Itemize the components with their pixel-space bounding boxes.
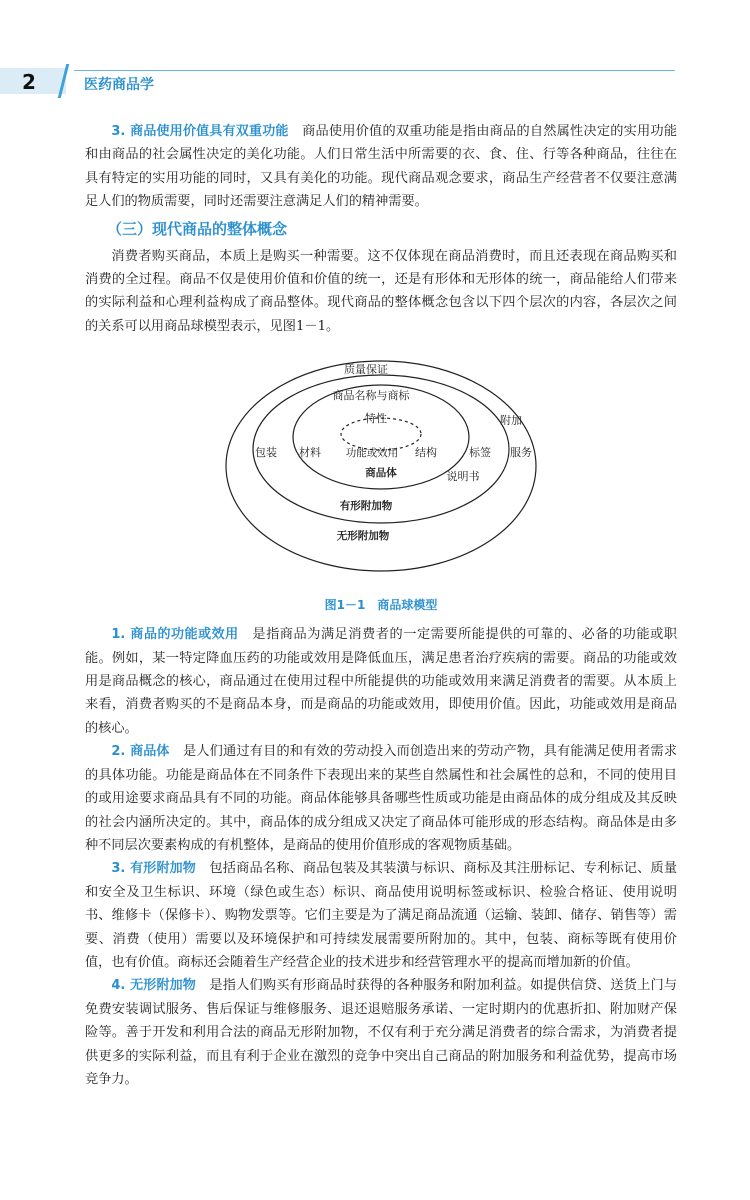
commodity-sphere-figure [85, 346, 677, 596]
label-core: 功能或效用 [345, 447, 399, 460]
page-header [0, 64, 675, 98]
item-text: 包括商品名称、商品包装及其装潢与标识、商标及其注册标记、专利标记、质量和安全及卫生标识、环境（绿色或生态）标识、商品使用说明标签或标识、检验合格证、使用说明书、维修卡（保修卡）、购物发票等。它们主要是为了满足商品流通（运输、装卸、储存、销售等）需要、消费（使用）需要以及环境保护和可持续发展需要所附加的。其中，包装、商标等既有使用价值，也有价值。商标还会随着生产经营企业的技术进步和经营管理水平的提高而增加新的价值。 [85, 861, 678, 970]
paragraph-tangible [85, 857, 677, 974]
page-number: 2 [22, 70, 36, 94]
label-tag: 标签 [469, 446, 491, 460]
item-keyword: 3. 有形附加物 [111, 861, 196, 877]
label-feature: 特性 [365, 412, 387, 426]
section-heading: （三）现代商品的整体概念 [107, 219, 288, 238]
label-tangible: 有形附加物 [339, 500, 393, 513]
sphere-model-diagram [85, 346, 677, 596]
paragraph-dual-function [85, 120, 677, 214]
label-packaging: 包装 [255, 446, 277, 460]
label-quality: 质量保证 [344, 363, 388, 377]
label-name-brand: 商品名称与商标 [332, 389, 410, 403]
paragraph-body [85, 740, 677, 857]
item-text: 是指人们购买有形商品时获得的各种服务和附加利益。如提供信贷、送货上门与免费安装调试服务、售后保证与维修服务、退还退赔服务承诺、一定时期内的优惠折扣、附加财产保险等。善于开发和利用合法的商品无形附加物，不仅有利于充分满足消费者的综合需求，为消费者提供更多的实际利益，而且有利于企业在激烈的竞争中突出自己商品的附加服务和利益优势，提高市场竞争力。 [85, 978, 678, 1087]
book-title: 医药商品学 [84, 77, 154, 93]
label-manual: 说明书 [446, 470, 480, 484]
paragraph-intangible [85, 974, 677, 1091]
figure-caption: 图1－1 商品球模型 [324, 598, 438, 613]
label-intangible: 无形附加物 [336, 530, 390, 543]
header-rule [74, 70, 675, 71]
page-content [85, 120, 677, 1091]
item-keyword: 1. 商品的功能或效用 [111, 627, 239, 643]
item-keyword: 2. 商品体 [111, 744, 170, 760]
label-addon: 附加 [500, 414, 522, 428]
paragraph-text: 商品使用价值的双重功能是指由商品的自然属性决定的实用功能和由商品的社会属性决定的美化功能。人们日常生活中所需要的衣、食、住、行等各种商品，往往在具有特定的实用功能的同时，又具有美化的功能。现代商品观念要求，商品生产经营者不仅要注意满足人们的物质需要，同时还需要注意满足人们的精神需要。 [85, 124, 678, 210]
item-text: 是指商品为满足消费者的一定需要所能提供的可靠的、必备的功能或职能。例如，某一特定降血压药的功能或效用是降低血压，满足患者治疗疾病的需要。商品的功能或效用是商品概念的核心，商品通过在使用过程中所能提供的功能或效用来满足消费者的需要。从本质上来看，消费者购买的不是商品本身，而是商品的功能或效用，即使用价值。因此，功能或效用是商品的核心。 [85, 627, 678, 736]
item-keyword: 4. 无形附加物 [111, 978, 196, 994]
paragraph-function [85, 623, 677, 740]
item-text: 是人们通过有目的和有效的劳动投入而创造出来的劳动产物，具有能满足使用者需求的具体功能。功能是商品体在不同条件下表现出来的某些自然属性和社会属性的总和，不同的使用目的或用途要求商品具有不同的功能。商品体能够具备哪些性质或功能是由商品体的成分组成及其反映的社会内涵所决定的。其中，商品体的成分组成又决定了商品体可能形成的形态结构。商品体是由多种不同层次要素构成的有机整体，是商品的使用价值形成的客观物质基础。 [85, 744, 678, 853]
paragraph-keyword: 3. 商品使用价值具有双重功能 [111, 124, 289, 139]
label-material: 材料 [299, 446, 321, 460]
label-service: 服务 [510, 446, 532, 460]
label-structure: 结构 [415, 446, 437, 460]
label-body: 商品体 [365, 467, 397, 480]
paragraph-intro: 消费者购买商品，本质上是购买一种需要。这不仅体现在商品消费时，而且还表现在商品购买和消费的全过程。商品不仅是使用价值和价值的统一，还是有形体和无形体的统一，商品能给人们带来的实际利益和心理利益构成了商品整体。现代商品的整体概念包含以下四个层次的内容，各层次之间的关系可以用商品球模型表示，见图1－1。 [85, 248, 677, 334]
